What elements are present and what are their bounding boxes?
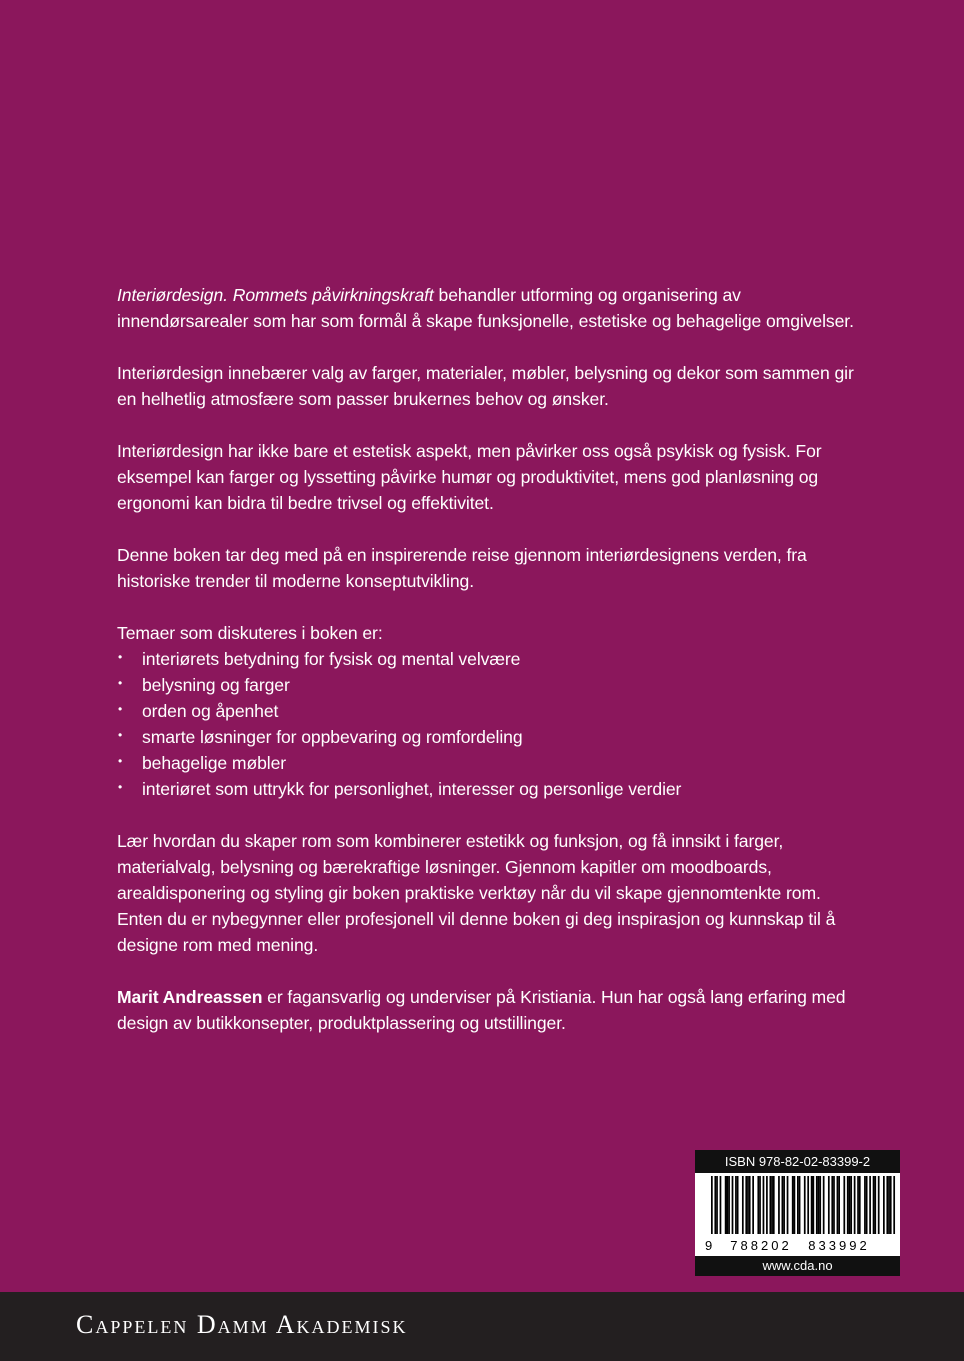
barcode-bar: [807, 1176, 809, 1234]
barcode-digits: 9: [705, 1238, 716, 1253]
barcode-bar: [831, 1176, 833, 1234]
barcode-bar: [890, 1176, 892, 1234]
barcode-bar: [720, 1176, 722, 1234]
bullet-icon: •: [118, 728, 123, 742]
barcode-bar: [771, 1176, 773, 1234]
author-name: Marit Andreassen: [117, 987, 263, 1007]
barcode-bar: [812, 1176, 814, 1234]
barcode-bar: [783, 1176, 785, 1234]
list-item-text: belysning og farger: [142, 675, 290, 695]
bullet-icon: •: [118, 780, 123, 794]
list-item: [117, 672, 857, 698]
intro-text: behandler utforming og organisering av innendørsarealer som har som formål å skape funksjonelle, estetiske og behagelige omgivelser.: [117, 285, 854, 331]
barcode-bar: [888, 1176, 890, 1234]
list-item: [117, 646, 857, 672]
paragraph: Interiørdesign har ikke bare et estetisk aspekt, men påvirker oss også psykisk og fysisk. For eksempel kan farger og lyssetting påvirke humør og produktivitet, mens god planløsning og ergonomi kan bidra til bedre trivsel og effektivitet.: [117, 441, 822, 513]
barcode-digits: 788202: [730, 1238, 792, 1253]
topics-list: [117, 646, 857, 802]
list-item: [117, 724, 857, 750]
barcode-bar: [797, 1176, 799, 1234]
author-paragraph: [117, 984, 857, 1036]
barcode-bar: [893, 1176, 895, 1234]
barcode-bar: [766, 1176, 768, 1234]
barcode-bar: [859, 1176, 861, 1234]
barcode-bar: [874, 1176, 876, 1234]
barcode-bar: [837, 1176, 839, 1234]
barcode-bar: [794, 1176, 796, 1234]
barcode-bar: [849, 1176, 851, 1234]
book-title: Interiørdesign. Rommets påvirkningskraft: [117, 285, 434, 305]
summary-paragraph: Lær hvordan du skaper rom som kombinerer estetikk og funksjon, og få innsikt i farger, materialvalg, belysning og bærekraftige løsninger. Gjennom kapitler om moodboards, arealdisponering og styling gir boken praktiske verktøy når du vil skape gjennomtenkte rom. Enten du er nybegynner eller profesjonell vil denne boken gi deg inspirasjon og kunnskap til å designe rom med mening.: [117, 831, 836, 955]
barcode-bar: [818, 1176, 820, 1234]
barcode-bar: [782, 1176, 784, 1234]
barcode-bar: [847, 1176, 849, 1234]
barcode-bar: [850, 1176, 852, 1234]
list-item: [117, 776, 857, 802]
barcode-bar: [823, 1176, 825, 1234]
list-item: [117, 698, 857, 724]
publisher-url: www.cda.no: [695, 1256, 900, 1276]
list-item-text: interiørets betydning for fysisk og mental velvære: [142, 649, 521, 669]
barcode-bar: [883, 1176, 885, 1234]
barcode-bar: [747, 1176, 749, 1234]
barcode-bar: [763, 1176, 765, 1234]
back-cover-text: [117, 282, 857, 1062]
barcode-bar: [749, 1176, 751, 1234]
barcode-bar: [778, 1176, 780, 1234]
intro-paragraph: [117, 282, 857, 334]
barcode-bar: [878, 1176, 880, 1234]
list-item-text: orden og åpenhet: [142, 701, 279, 721]
barcode-bar: [854, 1176, 856, 1234]
barcode-bar: [864, 1176, 866, 1234]
barcode-bar: [819, 1176, 821, 1234]
barcode-bar: [799, 1176, 801, 1234]
barcode-bar: [737, 1176, 739, 1234]
paragraph: Interiørdesign innebærer valg av farger, materialer, møbler, belysning og dekor som sammen gir en helhetlig atmosfære som passer brukernes behov og ønsker.: [117, 363, 854, 409]
list-item-text: smarte løsninger for oppbevaring og romfordeling: [142, 727, 523, 747]
isbn-label: ISBN 978-82-02-83399-2: [695, 1150, 900, 1173]
list-item-text: behagelige møbler: [142, 753, 287, 773]
barcode-bar: [804, 1176, 806, 1234]
barcode-bar: [886, 1176, 888, 1234]
topics-heading: Temaer som diskuteres i boken er:: [117, 623, 383, 643]
paragraph: Denne boken tar deg med på en inspirerende reise gjennom interiørdesignens verden, fra historiske trender til moderne konseptutvikling.: [117, 545, 807, 591]
footer-bar: [0, 1292, 964, 1361]
barcode-box: [695, 1150, 900, 1276]
barcode-bar: [759, 1176, 761, 1234]
bullet-icon: •: [118, 702, 123, 716]
barcode-bar: [742, 1176, 744, 1234]
barcode-bar: [725, 1176, 727, 1234]
barcode-bar: [857, 1176, 859, 1234]
barcode-bar: [711, 1176, 713, 1234]
barcode-bar: [792, 1176, 794, 1234]
barcode-bar: [726, 1176, 728, 1234]
barcode-digits: 833992: [808, 1238, 870, 1253]
barcode-bar: [787, 1176, 789, 1234]
barcode-bar: [811, 1176, 813, 1234]
barcode-bar: [873, 1176, 875, 1234]
barcode-bar: [728, 1176, 730, 1234]
list-item: [117, 750, 857, 776]
barcode-bar: [833, 1176, 835, 1234]
barcode-bar: [714, 1176, 716, 1234]
barcode-icon: [699, 1176, 896, 1254]
author-bio: er fagansvarlig og underviser på Kristiania. Hun har også lang erfaring med design av butikkonsepter, produktplassering og utstillinger.: [117, 987, 846, 1033]
barcode-bar: [816, 1176, 818, 1234]
list-item-text: interiøret som uttrykk for personlighet, interesser og personlige verdier: [142, 779, 682, 799]
barcode-bar: [838, 1176, 840, 1234]
publisher-logo: Cappelen Damm Akademisk: [76, 1310, 408, 1339]
barcode-bar: [828, 1176, 830, 1234]
barcode-bar: [716, 1176, 718, 1234]
barcode-bar: [769, 1176, 771, 1234]
barcode-bar: [745, 1176, 747, 1234]
barcode-bar: [732, 1176, 734, 1234]
barcode-bar: [752, 1176, 754, 1234]
bullet-icon: •: [118, 754, 123, 768]
bullet-icon: •: [118, 650, 123, 664]
barcode-bar: [843, 1176, 845, 1234]
barcode-bar: [757, 1176, 759, 1234]
bullet-icon: •: [118, 676, 123, 690]
barcode-bar: [735, 1176, 737, 1234]
barcode-bar: [773, 1176, 775, 1234]
barcode-bar: [866, 1176, 868, 1234]
barcode-bar: [869, 1176, 871, 1234]
